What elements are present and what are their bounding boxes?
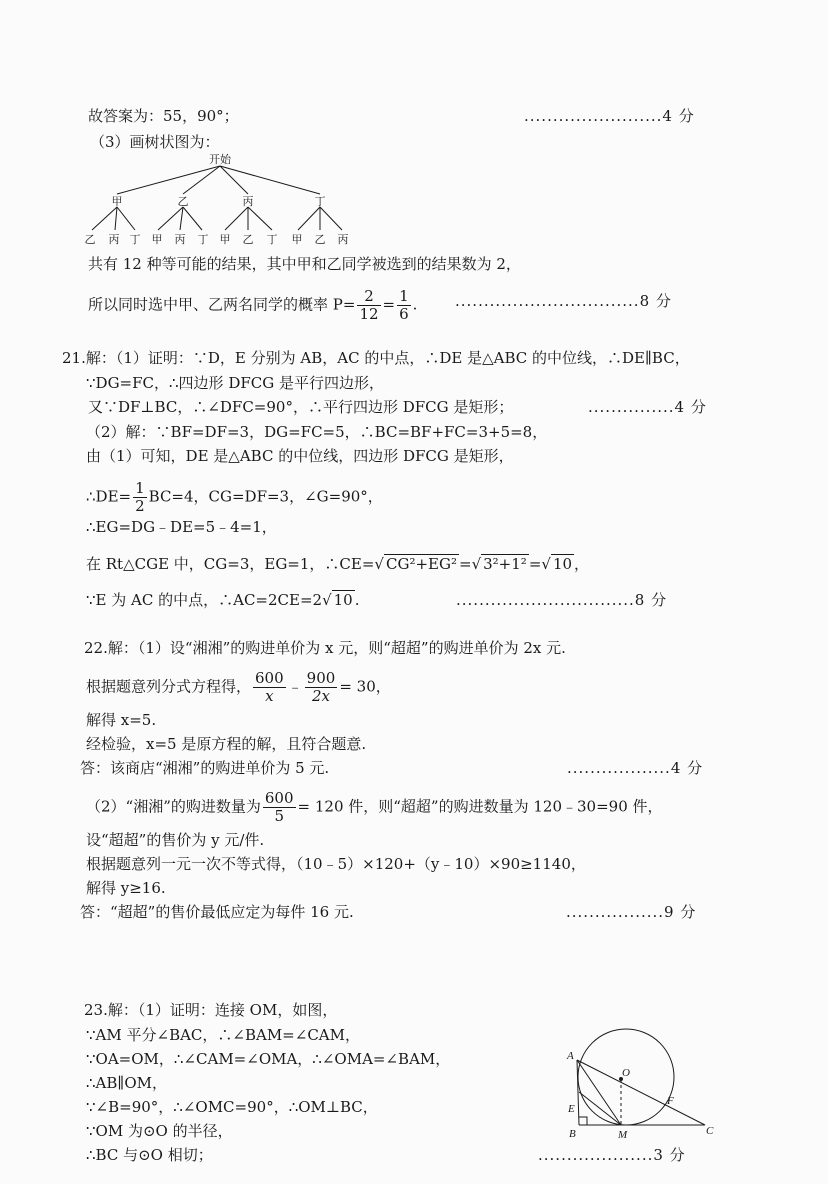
q22-score-2: .................9 分	[566, 903, 697, 921]
q23-line-5: ∵∠B=90°，∴∠OMC=90°，∴OM⊥BC，	[86, 1098, 378, 1116]
label-c: C	[706, 1125, 714, 1137]
q21-sqrt-1: CG²+EG²	[385, 555, 457, 573]
right-angle-mark	[579, 1117, 587, 1125]
tree-l2: 丙	[337, 233, 349, 246]
q22-line-7: 设“超超”的售价为 y 元/件.	[86, 831, 265, 849]
q21-eq-1: =	[458, 555, 472, 573]
q22-line-3: 解得 x=5.	[86, 711, 157, 729]
q22-frac-1	[253, 670, 286, 705]
q22-frac-3	[263, 790, 296, 825]
q21-line-9	[86, 590, 360, 610]
q21-score-1: ...............4 分	[588, 398, 707, 416]
q21-line-8	[86, 554, 589, 574]
q21-score-2: ...............................8 分	[456, 591, 668, 609]
tree-l2: 甲	[291, 233, 303, 246]
q23-score-1: ....................3 分	[538, 1146, 686, 1164]
frac-den: x	[265, 687, 274, 705]
frac-num: 600	[255, 669, 284, 687]
frac-den: 12	[359, 305, 379, 323]
frac-num: 1	[135, 479, 145, 497]
tree-l2: 丙	[108, 233, 120, 246]
q21-l8-prefix: 在 Rt△CGE 中，CG=3，EG=1，∴CE=	[86, 555, 375, 573]
q20-prob-frac1	[357, 288, 380, 323]
label-e: E	[568, 1103, 575, 1115]
sqrt-sign: √	[471, 555, 482, 573]
tree-l2: 乙	[314, 233, 326, 246]
q20-part3-title: （3）画树状图为：	[90, 133, 220, 151]
sqrt-sign: √	[541, 555, 551, 573]
q21-l8-end: ，	[574, 555, 590, 573]
sqrt-sign: √	[322, 591, 332, 609]
q21-l6-suffix: BC=4，CG=DF=3，∠G=90°，	[148, 487, 383, 506]
q21-line-7: ∴EG=DG﹣DE=5﹣4=1，	[86, 518, 277, 536]
frac-num: 2	[357, 288, 380, 306]
frac-den: 5	[274, 807, 284, 825]
tree-l1: 丁	[314, 195, 326, 208]
frac-den: 6	[399, 305, 409, 323]
q21-line-4: （2）解：∵BF=DF=3，DG=FC=5，∴BC=BF+FC=3+5=8，	[86, 423, 548, 441]
q20-prob-frac2	[397, 288, 411, 323]
q22-l2-prefix: 根据题意列分式方程得，	[86, 677, 252, 696]
q22-line-2	[86, 670, 391, 705]
tree-l1: 丙	[242, 195, 254, 208]
q21-sqrt-4: 10	[333, 591, 353, 609]
q21-line-5: 由（1）可知，DE 是△ABC 的中位线，四边形 DFCG 是矩形，	[86, 447, 514, 465]
segment-am	[577, 1060, 621, 1125]
q20-prob-end: .	[412, 295, 418, 314]
q20-prob-prefix: 所以同时选中甲、乙两名同学的概率 P=	[88, 295, 356, 314]
q22-score-1: ..................4 分	[567, 759, 704, 777]
q22-line-8: 根据题意列一元一次不等式得，（10﹣5）×120+（y﹣10）×90≥1140，	[86, 855, 586, 873]
q23-line-4: ∴AB∥OM，	[86, 1074, 167, 1092]
frac-num: 600	[264, 789, 294, 807]
frac-den: 2	[135, 497, 145, 515]
q22-rhs: = 30，	[339, 677, 391, 696]
tree-root: 开始	[209, 153, 231, 166]
q22-l6-suffix: = 120 件，则“超超”的购进数量为 120﹣30=90 件，	[297, 797, 663, 816]
frac-num: 1	[399, 287, 409, 305]
tree-diagram	[80, 152, 370, 247]
q21-l6-prefix: ∴DE=	[86, 487, 132, 506]
q22-minus: ﹣	[287, 677, 303, 696]
tree-l2: 丁	[129, 233, 141, 246]
q22-line-9: 解得 y≥16.	[86, 879, 166, 897]
q23-line-3: ∵OA=OM，∴∠CAM=∠OMA，∴∠OMA=∠BAM，	[86, 1050, 451, 1068]
q20-prob-line	[88, 288, 417, 323]
label-m: M	[618, 1129, 628, 1141]
label-a: A	[567, 1050, 574, 1062]
tree-l2: 甲	[151, 233, 163, 246]
q22-frac-2	[305, 670, 338, 705]
q21-line-1: 21.解：（1）证明：∵D，E 分别为 AB，AC 的中点，∴DE 是△ABC 的中位线，∴DE∥BC，	[62, 349, 690, 367]
q22-line-1: 22.解：（1）设“湘湘”的购进单价为 x 元，则“超超”的购进单价为 2x 元.	[84, 639, 566, 657]
q20-answer-score: ........................4 分	[524, 107, 695, 125]
q20-result-line: 共有 12 种等可能的结果，其中甲和乙同学被选到的结果数为 2，	[88, 255, 521, 273]
tree-l2: 乙	[242, 233, 254, 246]
sqrt-sign: √	[374, 555, 384, 573]
q22-line-6	[86, 790, 663, 825]
q21-l9-prefix: ∵E 为 AC 的中点，∴AC=2CE=2	[86, 591, 323, 609]
q20-prob-score: ................................8 分	[455, 292, 672, 310]
q21-line-6	[86, 480, 383, 515]
q22-line-5: 答：该商店“湘湘”的购进单价为 5 元.	[80, 759, 330, 777]
q22-l6-prefix: （2）“湘湘”的购进数量为	[86, 797, 261, 816]
q21-line-2: ∵DG=FC，∴四边形 DFCG 是平行四边形，	[86, 374, 384, 392]
geometry-figure	[560, 1028, 730, 1146]
label-o: O	[622, 1067, 630, 1079]
q21-sqrt-3: 10	[552, 555, 573, 573]
frac-num: 900	[306, 669, 336, 687]
tree-l1: 乙	[177, 195, 189, 208]
q23-line-7: ∴BC 与⊙O 相切；	[86, 1146, 213, 1164]
tree-l2: 甲	[219, 233, 231, 246]
q22-line-10: 答：“超超”的售价最低应定为每件 16 元.	[80, 903, 354, 921]
tree-l1: 甲	[111, 195, 123, 208]
label-b: B	[569, 1128, 576, 1140]
q22-line-4: 经检验，x=5 是原方程的解，且符合题意.	[86, 735, 367, 753]
label-f: F	[667, 1095, 674, 1107]
q21-eq-2: =	[528, 555, 542, 573]
q21-half-frac	[133, 480, 147, 515]
tree-l2: 丁	[266, 233, 278, 246]
q23-line-6: ∵OM 为⊙O 的半径，	[86, 1122, 233, 1140]
q20-answer-line: 故答案为：55，90°；	[88, 107, 239, 125]
segment-em	[579, 1092, 621, 1125]
q21-line-3: 又∵DF⊥BC，∴∠DFC=90°，∴平行四边形 DFCG 是矩形；	[88, 398, 514, 416]
q23-line-1: 23.解：（1）证明：连接 OM，如图，	[84, 1001, 338, 1019]
tree-l2: 丙	[174, 233, 186, 246]
q20-prob-eq: =	[382, 295, 396, 314]
q21-l9-end: .	[354, 591, 360, 609]
frac-den: 2x	[311, 687, 330, 705]
tree-l2: 乙	[84, 233, 96, 246]
tree-l2: 丁	[197, 233, 209, 246]
q23-line-2: ∵AM 平分∠BAC，∴∠BAM=∠CAM，	[86, 1026, 360, 1044]
q21-sqrt-2: 3²+1²	[483, 555, 527, 573]
